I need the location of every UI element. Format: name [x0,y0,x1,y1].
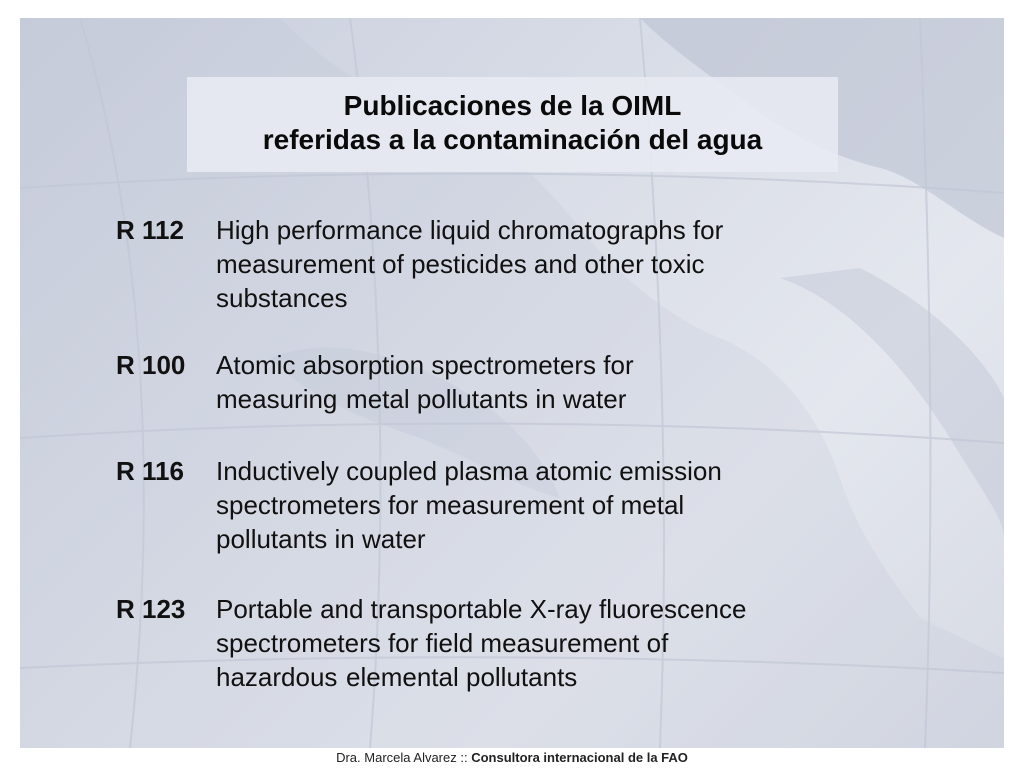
item-description [216,454,722,556]
item-desc-line: Portable and transportable X-ray fluorescence [216,594,747,624]
item-desc-line: measuring metal pollutants in water [216,384,627,414]
item-code: R 112 [116,215,184,245]
item-description [216,213,723,315]
item-desc-line: substances [216,283,348,313]
item-desc-line: spectrometers for field measurement of [216,628,669,658]
title-box [187,77,838,172]
item-desc-line: Atomic absorption spectrometers for [216,350,634,380]
slide [20,18,1004,748]
item-description [216,348,634,416]
item-desc-line: spectrometers for measurement of metal [216,490,685,520]
item-desc-line: High performance liquid chromatographs for [216,215,724,245]
footer-author: Dra. Marcela Alvarez [336,750,457,765]
item-code: R 100 [116,350,186,380]
item-desc-line: Inductively coupled plasma atomic emission [216,456,722,486]
item-description [216,592,746,694]
slide-title-line1: Publicaciones de la OIML [343,90,682,121]
item-code: R 123 [116,594,186,624]
footer [0,748,1024,768]
footer-separator: :: [456,750,472,765]
slide-title-line2: referidas a la contaminación del agua [262,124,763,155]
item-desc-line: pollutants in water [216,524,426,554]
item-code: R 116 [116,456,184,486]
item-desc-line: hazardous elemental pollutants [216,662,578,692]
footer-organization: Consultora internacional de la FAO [471,750,688,765]
item-desc-line: measurement of pesticides and other toxic [216,249,705,279]
